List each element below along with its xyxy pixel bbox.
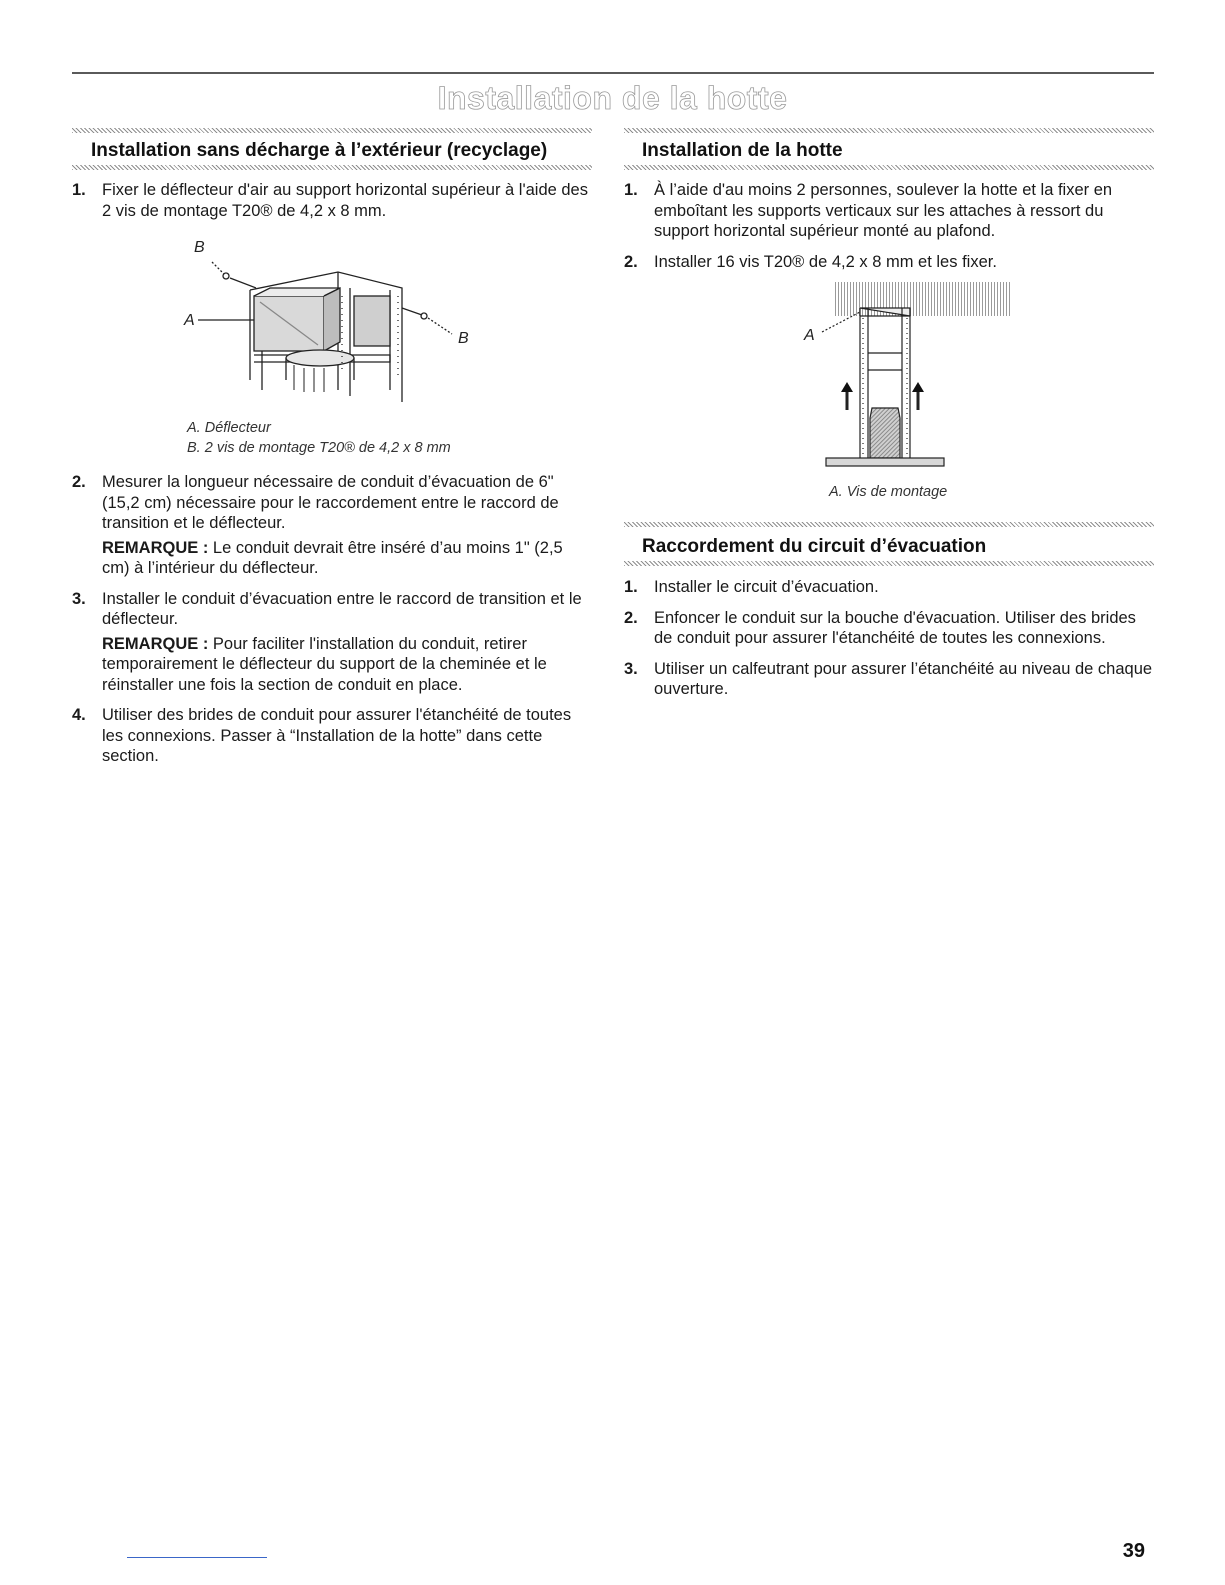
step-text: Installer le circuit d’évacuation. <box>654 578 879 596</box>
step-text: Utiliser un calfeutrant pour assurer l’étanchéité au niveau de chaque ouverture. <box>654 659 1153 698</box>
note-label: REMARQUE : <box>102 538 209 557</box>
step-number: 3. <box>72 589 86 608</box>
note-text: Le conduit devrait être inséré d’au moins 1" (2,5 cm) à l’intérieur du déflecteur. <box>102 538 563 577</box>
step-number: 1. <box>72 181 86 199</box>
step-text: Utiliser des brides de conduit pour assurer l'étanchéité de toutes les connexions. Passer à “Installation de la hotte” dans cette section. <box>102 706 572 765</box>
step-number: 1. <box>624 578 638 596</box>
right-heading2-rule-top <box>624 522 1154 527</box>
right-section-heading: Installation de la hotte <box>642 140 843 161</box>
label-a: A <box>804 327 815 344</box>
left-heading-rule-bottom <box>72 165 592 170</box>
label-a: A <box>184 312 195 329</box>
page-number: 39 <box>1122 1540 1145 1562</box>
hood-mounting-figure <box>790 278 1040 478</box>
top-rule <box>72 72 1154 74</box>
note-label: REMARQUE : <box>102 634 209 653</box>
list-item <box>624 608 1154 649</box>
right-heading-rule-top <box>624 128 1154 133</box>
left-step-list-1 <box>72 180 592 231</box>
figure-caption-b: B. 2 vis de montage T20® de 4,2 x 8 mm <box>187 440 451 456</box>
step-number: 2. <box>72 473 86 491</box>
step-text: Mesurer la longueur nécessaire de conduit d’évacuation de 6" (15,2 cm) nécessaire pour le raccordement entre le raccord de transition et le déflecteur. <box>102 473 559 532</box>
step-number: 4. <box>72 706 86 724</box>
step-number: 3. <box>624 659 638 678</box>
step-number: 2. <box>624 252 638 271</box>
left-heading-rule-top <box>72 128 592 133</box>
list-item <box>624 577 1154 598</box>
list-item <box>72 180 592 221</box>
step-text: Installer le conduit d’évacuation entre le raccord de transition et le déflecteur. <box>102 589 582 628</box>
label-b-top: B <box>194 239 205 256</box>
bottom-link-line <box>127 1557 267 1558</box>
list-item <box>624 659 1154 700</box>
step-text: Installer 16 vis T20® de 4,2 x 8 mm et les fixer. <box>654 252 997 271</box>
figure-caption-a: A. Déflecteur <box>187 420 271 436</box>
left-section-heading: Installation sans décharge à l’extérieur (recyclage) <box>91 140 548 161</box>
figure-caption: A. Vis de montage <box>829 484 948 500</box>
step-number: 1. <box>624 181 638 199</box>
note-text: Pour faciliter l'installation du conduit, retirer temporairement le déflecteur du support de la cheminée et le réinstaller une fois la section de conduit en place. <box>102 634 547 694</box>
page-title: Installation de la hotte <box>437 80 788 116</box>
right-step-list-2 <box>624 577 1154 710</box>
right-section-heading-2: Raccordement du circuit d’évacuation <box>642 536 987 557</box>
list-item <box>72 589 592 696</box>
note <box>102 634 592 696</box>
label-b-right: B <box>458 330 469 347</box>
step-text: Enfoncer le conduit sur la bouche d'évacuation. Utiliser des brides de conduit pour assurer l'étanchéité de toutes les connexions. <box>654 608 1136 647</box>
list-item <box>624 180 1154 242</box>
step-text: À l’aide d'au moins 2 personnes, soulever la hotte et la fixer en emboîtant les supports verticaux sur les attaches à ressort du support horizontal supérieur monté au plafond. <box>654 181 1113 240</box>
right-heading2-rule-bottom <box>624 561 1154 566</box>
right-step-list-1 <box>624 180 1154 282</box>
step-number: 2. <box>624 608 638 627</box>
right-heading-rule-bottom <box>624 165 1154 170</box>
deflector-figure <box>170 230 490 410</box>
list-item <box>72 705 592 767</box>
note <box>102 538 592 579</box>
list-item <box>624 252 1154 273</box>
left-step-list-2 <box>72 472 592 777</box>
step-text: Fixer le déflecteur d'air au support horizontal supérieur à l'aide des 2 vis de montage T20® de 4,2 x 8 mm. <box>102 181 588 220</box>
list-item <box>72 472 592 579</box>
